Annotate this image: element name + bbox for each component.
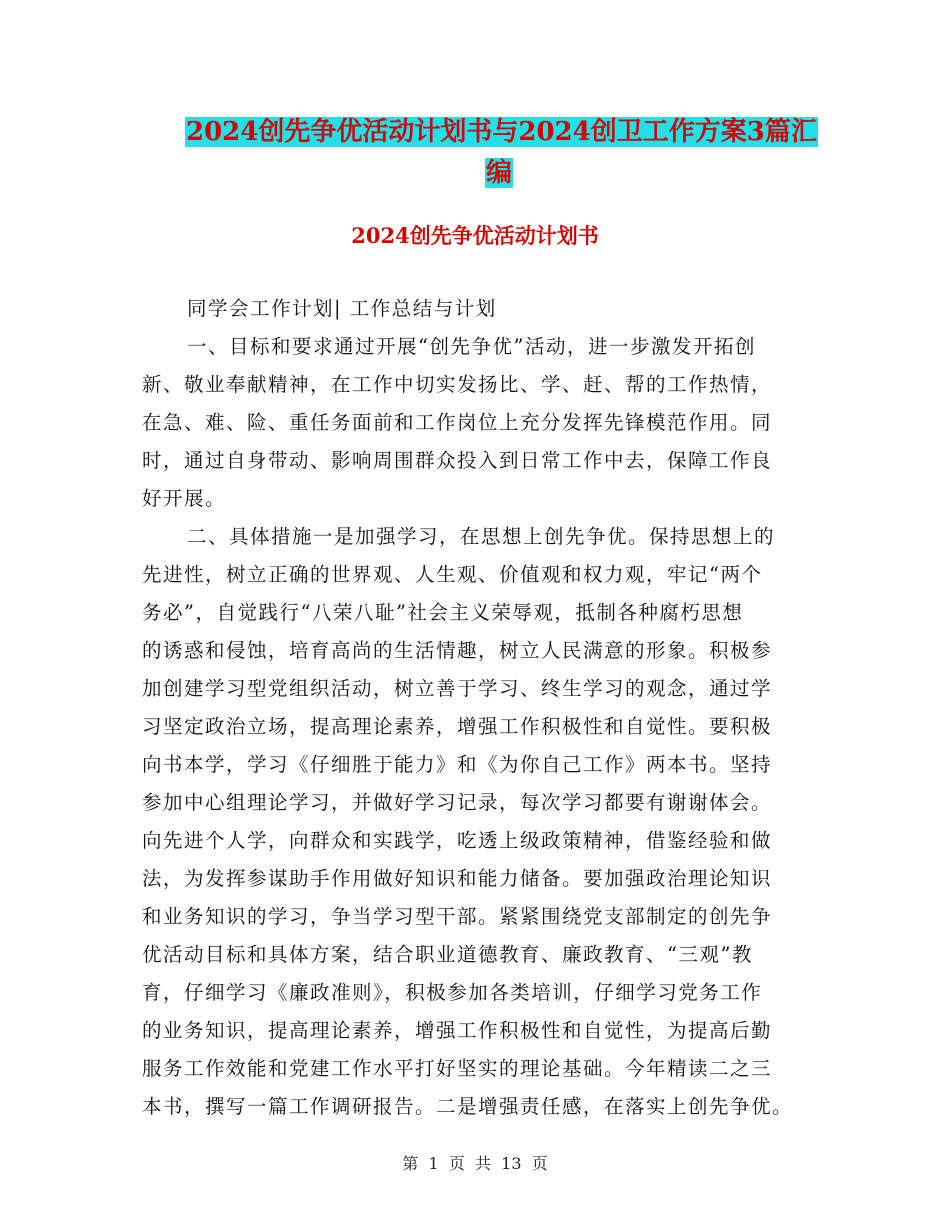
body-line: 的业务知识，提高理论素养，增强工作积极性和自觉性，为提高后勤 xyxy=(142,1019,773,1042)
body-line: 时，通过自身带动、影响周围群众投入到日常工作中去，保障工作良 xyxy=(142,449,773,472)
body-line: 服务工作效能和党建工作水平打好坚实的理论基础。今年精读二之三 xyxy=(142,1057,773,1080)
body-line: 习坚定政治立场，提高理论素养，增强工作积极性和自觉性。要积极 xyxy=(142,715,773,738)
body-line: 优活动目标和具体方案，结合职业道德教育、廉政教育、“三观”教 xyxy=(142,943,753,966)
document-title-line-1: 2024创先争优活动计划书与2024创卫工作方案3篇汇 xyxy=(186,117,817,147)
body-line: 参加中心组理论学习，并做好学习记录，每次学习都要有谢谢体会。 xyxy=(142,791,773,814)
body-line: 先进性，树立正确的世界观、人生观、价值观和权力观，牢记“两个 xyxy=(142,563,763,586)
body-line: 育，仔细学习《廉政准则》，积极参加各类培训，仔细学习党务工作 xyxy=(142,981,763,1004)
body-line: 法，为发挥参谋助手作用做好知识和能力储备。要加强政治理论知识 xyxy=(142,867,773,890)
body-line: 二、具体措施一是加强学习，在思想上创先争优。保持思想上的 xyxy=(187,525,776,548)
document-title-line-2: 编 xyxy=(485,158,512,188)
section-title: 2024创先争优活动计划书 xyxy=(351,223,599,248)
body-line: 和业务知识的学习，争当学习型干部。紧紧围绕党支部制定的创先争 xyxy=(142,905,773,928)
page-footer: 第 1 页 共 13 页 xyxy=(402,1154,548,1173)
body-line: 好开展。 xyxy=(142,487,227,510)
document-title xyxy=(185,112,817,194)
body-line: 向书本学，学习《仔细胜于能力》和《为你自己工作》两本书。坚持 xyxy=(142,753,773,776)
body-line: 新、敬业奉献精神，在工作中切实发扬比、学、赶、帮的工作热情， xyxy=(142,373,773,396)
body-line: 加创建学习型党组织活动，树立善于学习、终生学习的观念，通过学 xyxy=(142,677,773,700)
body-line: 同学会工作计划| 工作总结与计划 xyxy=(187,297,497,320)
body-line: 向先进个人学，向群众和实践学，吃透上级政策精神，借鉴经验和做 xyxy=(142,829,773,852)
body-line: 一、目标和要求通过开展“创先争优”活动，进一步激发开拓创 xyxy=(187,335,756,358)
body-line: 本书，撰写一篇工作调研报告。二是增强责任感，在落实上创先争优。 xyxy=(142,1095,794,1118)
body-line: 的诱惑和侵蚀，培育高尚的生活情趣，树立人民满意的形象。积极参 xyxy=(142,639,773,662)
body-text xyxy=(142,290,808,1126)
body-line: 务必”，自觉践行“八荣八耻”社会主义荣辱观，抵制各种腐朽思想 xyxy=(142,601,744,624)
body-line: 在急、难、险、重任务面前和工作岗位上充分发挥先锋模范作用。同 xyxy=(142,411,773,434)
